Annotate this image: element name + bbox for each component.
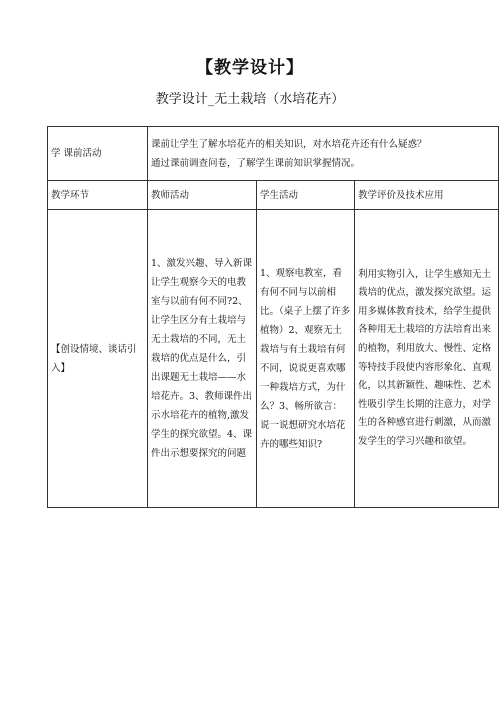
header-student: 学生活动 bbox=[257, 181, 355, 210]
document-subtitle: 教学设计_无土栽培（水培花卉） bbox=[155, 92, 345, 107]
lesson-plan-table bbox=[47, 126, 499, 508]
pre-class-line-1: 课前让学生了解水培花卉的相关知识，对水培花卉还有什么疑惑？ bbox=[151, 138, 427, 150]
teacher-activity-cell: 1、激发兴趣、导入新课让学生观察今天的电教室与以前有何不同?2、让学生区分有土栽培与无土栽培的不同，无土栽培的优点是什么，引出课题无土栽培——水培花卉。3、教师课件出示水培花卉的植物,激发学生的探究欲望。4、课件出示想要探究的问题 bbox=[148, 210, 257, 508]
header-phase: 教学环节 bbox=[48, 181, 148, 210]
header-teacher: 教师活动 bbox=[148, 181, 257, 210]
header-row bbox=[48, 181, 499, 210]
pre-class-label: 学 课前活动 bbox=[48, 127, 148, 181]
document-title: 【教学设计】 bbox=[196, 58, 304, 78]
header-evaluation: 教学评价及技术应用 bbox=[355, 181, 499, 210]
student-activity-cell: 1、观察电教室，看有何不同与以前相比。（桌子上摆了许多植物）2、观察无土栽培与有土栽培有何不同，说说更喜欢哪一种栽培方式，为什么？3、畅所欲言：说一说想研究水培花卉的哪些知识? bbox=[257, 210, 355, 508]
phase-cell: 【创设情境、谈话引入】 bbox=[48, 210, 148, 508]
pre-class-row bbox=[48, 127, 499, 181]
pre-class-content bbox=[148, 127, 499, 181]
pre-class-line-2: 通过课前调查问卷，了解学生课前知识掌握情况。 bbox=[151, 157, 361, 169]
table-row bbox=[48, 210, 499, 508]
evaluation-cell: 利用实物引入，让学生感知无土栽培的优点，激发探究欲望。运用多媒体教育技术，给学生提供各种用无土栽培的方法培育出来的植物，利用放大、慢性、定格等特技手段使内容形象化、直观化，以其新颖性、趣味性、艺术性吸引学生长期的注意力，对学生的各种感官进行刺激，从而激发学生的学习兴趣和欲望。 bbox=[355, 210, 499, 508]
